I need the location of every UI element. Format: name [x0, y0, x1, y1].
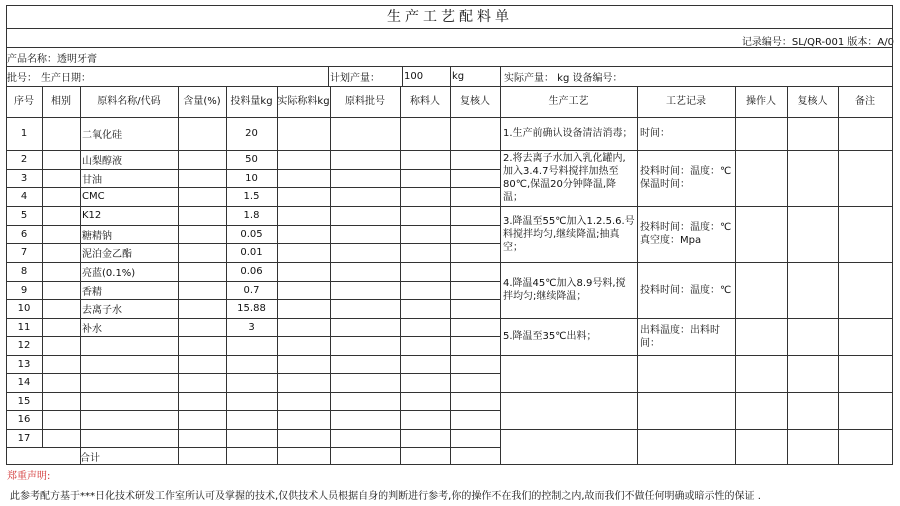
- row-number: 13: [17, 358, 31, 370]
- row-number: 5: [20, 210, 28, 221]
- grid-line: [892, 5, 893, 464]
- column-header: 操作人: [746, 95, 776, 107]
- disclaimer-text: 此参考配方基于***日化技术研发工作室所认可及掌握的技术,仅供技术人员根据自身的判断进行参考,你的操作不在我们的控制之内,故而我们不做任何明确或暗示性的保证 .: [10, 490, 761, 502]
- grid-line: [6, 47, 893, 48]
- row-number: 15: [17, 395, 31, 407]
- row-number: 12: [17, 340, 31, 351]
- column-header: 复核人: [797, 95, 828, 107]
- grid-line: [42, 117, 43, 447]
- column-header: 原料名称/代码: [97, 95, 161, 107]
- grid-line: [330, 117, 331, 464]
- material-name: 泥泊金乙酯: [82, 249, 132, 260]
- material-name: [82, 429, 178, 447]
- column-header: 序号: [14, 95, 34, 107]
- column-header: 投料量kg: [230, 95, 273, 107]
- row-number: 6: [20, 228, 28, 240]
- feed-amount: [226, 336, 277, 355]
- process-record: 投料时间：温度：℃ 保温时间：: [640, 166, 732, 190]
- feed-amount: 15.88: [237, 303, 266, 314]
- grid-line: [6, 5, 893, 6]
- feed-amount: 0.7: [243, 284, 260, 296]
- grid-line: [450, 117, 451, 464]
- column-header: 实际称料kg: [277, 95, 330, 107]
- material-name: [82, 410, 178, 429]
- feed-amount: 1.8: [243, 210, 260, 221]
- row-number: 4: [20, 191, 28, 202]
- grid-line: [6, 28, 893, 29]
- grid-line: [500, 355, 893, 356]
- material-name: [82, 355, 178, 373]
- row-number: 1: [20, 128, 28, 139]
- column-header: 原料批号: [345, 95, 385, 107]
- material-name: 亮蓝(0.1%): [82, 268, 136, 279]
- process-step: 4.降温45℃加入8.9号料,搅拌均匀;继续降温；: [503, 278, 626, 302]
- grid-line: [328, 66, 329, 86]
- record-number: 记录编号：SL/QR-001 版本：A/0: [741, 37, 894, 48]
- material-name: [82, 373, 178, 392]
- material-name: CMC: [82, 191, 105, 202]
- feed-amount: [226, 373, 277, 392]
- material-name: K12: [82, 210, 102, 221]
- plan-output-label: 计划产量：: [330, 72, 380, 84]
- process-record: 时间：: [640, 128, 670, 139]
- material-name: [82, 392, 178, 410]
- process-step: 2.将去离子水加入乳化罐内,加入3.4.7号料搅拌加热至80℃,保温20分钟降温,降温；: [503, 153, 626, 203]
- plan-output-value: 100: [404, 70, 424, 82]
- column-header: 工艺记录: [666, 95, 706, 107]
- row-number: 8: [20, 266, 28, 277]
- batch-label: 批号：: [7, 72, 37, 84]
- grid-line: [80, 117, 81, 464]
- grid-line: [637, 117, 638, 464]
- material-name: 去离子水: [82, 305, 122, 316]
- row-number: 2: [20, 154, 28, 165]
- process-step: 1.生产前确认设备清洁消毒；: [503, 128, 633, 139]
- feed-amount: [226, 355, 277, 373]
- feed-amount: 20: [245, 128, 258, 139]
- material-name: 香精: [82, 286, 102, 298]
- feed-amount: 0.06: [240, 266, 263, 277]
- material-name: 甘油: [82, 174, 102, 186]
- plan-output-unit: kg: [452, 70, 465, 82]
- grid-line: [277, 117, 278, 464]
- feed-amount: [226, 392, 277, 410]
- column-header: 相别: [51, 95, 71, 107]
- material-name: 补水: [82, 323, 102, 335]
- row-number: 3: [20, 172, 28, 184]
- grid-line: [178, 117, 179, 464]
- column-header: 备注: [855, 95, 875, 107]
- grid-line: [450, 66, 451, 86]
- grid-line: [42, 447, 500, 448]
- row-number: 16: [17, 414, 31, 425]
- grid-line: [400, 117, 401, 464]
- feed-amount: 3: [248, 321, 255, 333]
- column-header: 复核人: [460, 95, 490, 107]
- material-name: 二氧化硅: [82, 130, 122, 141]
- feed-amount: 0.01: [240, 247, 263, 258]
- page-title: 生产工艺配料单: [387, 9, 513, 25]
- row-number: 17: [17, 432, 31, 444]
- feed-amount: 1.5: [243, 191, 260, 202]
- feed-amount: [226, 429, 277, 447]
- grid-line: [838, 117, 839, 464]
- actual-output-label: 实际产量： kg 设备编号：: [504, 72, 623, 84]
- grid-line: [500, 66, 501, 86]
- total-label: 合计: [80, 452, 100, 464]
- grid-line: [735, 117, 736, 464]
- process-step: 5.降温至35℃出料；: [503, 331, 597, 342]
- disclaimer-title: 郑重声明:: [7, 470, 51, 482]
- row-number: 14: [17, 377, 31, 388]
- column-header: 称料人: [410, 95, 440, 107]
- process-record: 投料时间：温度：℃ 真空度：Mpa: [640, 222, 732, 246]
- row-number: 7: [20, 247, 28, 258]
- grid-line: [500, 117, 501, 464]
- feed-amount: 10: [245, 172, 258, 184]
- row-number: 11: [17, 321, 31, 333]
- material-name: 山梨醇液: [82, 156, 122, 167]
- row-number: 10: [17, 303, 31, 314]
- material-name: [82, 336, 178, 355]
- material-name: 糖精钠: [82, 230, 112, 242]
- row-number: 9: [20, 284, 28, 296]
- product-name: 产品名称：透明牙膏: [7, 53, 97, 65]
- grid-line: [500, 429, 893, 430]
- grid-line: [787, 117, 788, 464]
- column-header: 生产工艺: [548, 95, 589, 107]
- grid-line: [6, 464, 893, 465]
- process-step: 3.降温至55℃加入1.2.5.6.号料搅拌均匀,继续降温;抽真空；: [503, 215, 635, 253]
- grid-line: [500, 392, 893, 393]
- column-header: 含量(%): [183, 95, 221, 107]
- process-record: 出料温度：出料时间：: [640, 324, 720, 349]
- feed-amount: 50: [245, 154, 258, 165]
- feed-amount: 0.05: [240, 228, 263, 240]
- date-label: 生产日期：: [41, 72, 91, 84]
- feed-amount: [226, 410, 277, 429]
- grid-line: [402, 66, 403, 86]
- process-record: 投料时间：温度：℃: [640, 284, 732, 296]
